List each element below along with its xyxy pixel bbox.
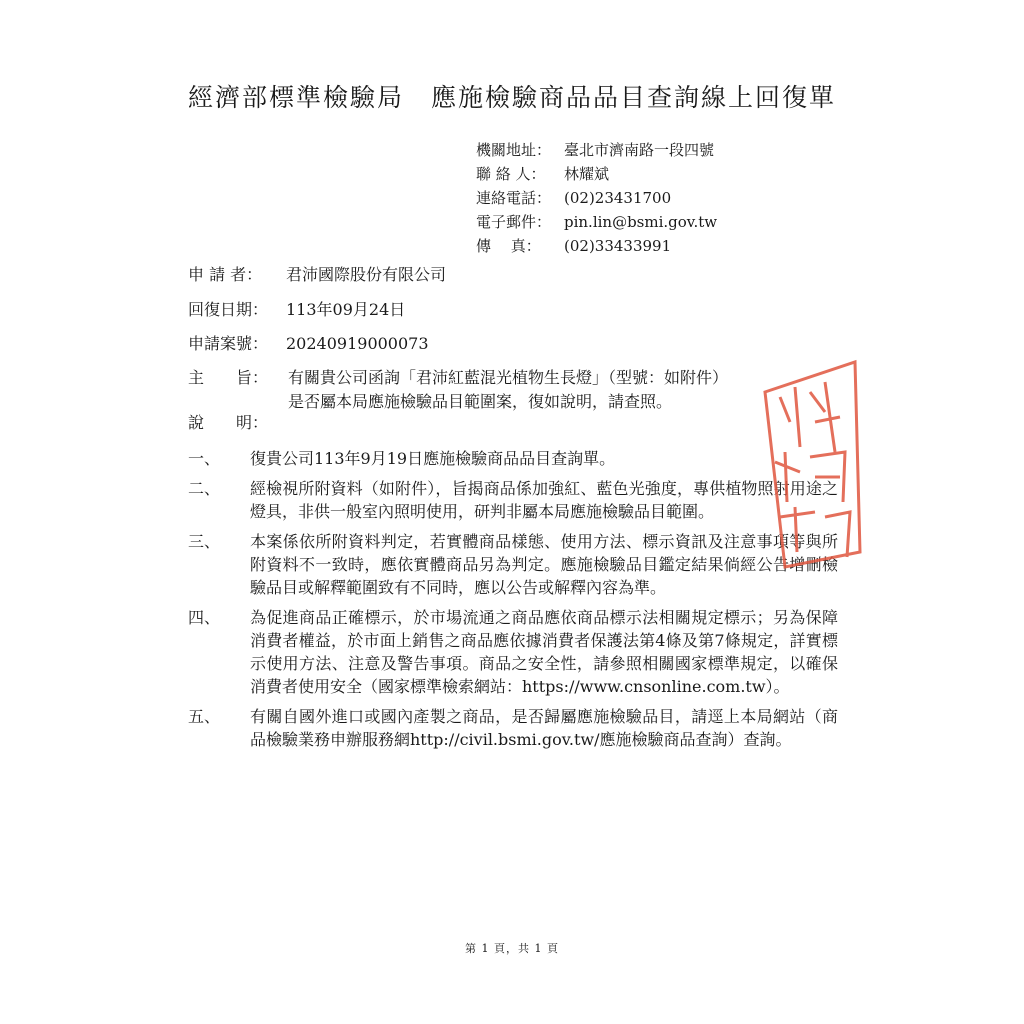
- list-item: [188, 447, 838, 470]
- contact-label: 聯 絡 人：: [476, 165, 546, 183]
- case-number-row: [188, 331, 429, 354]
- reply-date-label: 回復日期：: [188, 300, 269, 319]
- contact-value: (02)23431700: [564, 189, 672, 207]
- contact-value: 林耀斌: [564, 165, 610, 183]
- subject-line-1: 有關貴公司函詢「君沛紅藍混光植物生長燈」（型號：如附件）: [288, 368, 729, 387]
- contact-value: (02)33433991: [564, 237, 672, 255]
- item-number: 三、: [188, 532, 221, 551]
- reply-date-value: 113年09月24日: [286, 300, 406, 319]
- contact-label: 電子郵件：: [476, 213, 552, 231]
- item-text: 本案係依所附資料判定，若實體商品樣態、使用方法、標示資訊及注意事項等與所附資料不一致時，應依實體商品另為判定。應施檢驗品目鑑定結果倘經公告增刪檢驗品目或解釋範圍致有不同時，應以公告或解釋內容為準。: [250, 532, 838, 597]
- item-text: 經檢視所附資料（如附件），旨揭商品係加強紅、藍色光強度，專供植物照射用途之燈具，非供一般室內照明使用，研判非屬本局應施檢驗品目範圍。: [250, 479, 838, 521]
- contact-label: 傳 真：: [476, 237, 541, 255]
- contact-address: [476, 138, 717, 162]
- contact-fax: [476, 234, 717, 258]
- list-item: [188, 705, 838, 751]
- page-footer: 第 1 頁，共 1 頁: [465, 942, 559, 955]
- reply-date-row: [188, 297, 405, 320]
- subject-section: [188, 366, 729, 411]
- list-item: [188, 530, 838, 599]
- case-number-value: 20240919000073: [286, 334, 429, 353]
- applicant-label: 申 請 者：: [188, 265, 263, 284]
- contact-email: [476, 210, 717, 234]
- contact-person: [476, 162, 717, 186]
- item-number: 五、: [188, 707, 221, 726]
- seal-glyph-strokes-2: [775, 452, 845, 502]
- item-text: 有關自國外進口或國內產製之商品，是否歸屬應施檢驗品目，請逕上本局網站（商品檢驗業務申辦服務網http://civil.bsmi.gov.tw/應施檢驗商品查詢）查詢。: [250, 707, 838, 749]
- seal-glyph-strokes-3: [780, 507, 850, 557]
- explanation-list: [188, 447, 838, 758]
- subject-line-2: 是否屬本局應施檢驗品目範圍案，復如說明，請查照。: [288, 392, 673, 411]
- list-item: [188, 606, 838, 698]
- item-text: 復貴公司113年9月19日應施檢驗商品品目查詢單。: [250, 449, 616, 468]
- applicant-row: [188, 262, 446, 285]
- contact-value: 臺北市濟南路一段四號: [564, 141, 715, 159]
- case-number-label: 申請案號：: [188, 334, 269, 353]
- subject-label: 主 旨：: [188, 368, 269, 387]
- item-number: 一、: [188, 449, 221, 468]
- seal-glyph-strokes-1: [780, 382, 840, 452]
- list-item: [188, 477, 838, 523]
- contact-value: pin.lin@bsmi.gov.tw: [564, 213, 718, 231]
- contact-phone: [476, 186, 717, 210]
- item-number: 二、: [188, 479, 221, 498]
- item-number: 四、: [188, 608, 221, 627]
- contact-label: 機關地址：: [476, 141, 552, 159]
- contact-label: 連絡電話：: [476, 189, 552, 207]
- applicant-value: 君沛國際股份有限公司: [286, 265, 447, 284]
- explanation-label: 說 明：: [188, 413, 269, 432]
- official-seal-stamp: [755, 352, 865, 572]
- contact-info: [476, 138, 717, 258]
- item-text: 為促進商品正確標示，於市場流通之商品應依商品標示法相關規定標示；另為保障消費者權益，於市面上銷售之商品應依據消費者保護法第4條及第7條規定，詳實標示使用方法、注意及警告事項。商品之安全性，請參照相關國家標準規定，以確保消費者使用安全（國家標準檢索網站：https://www.cnsonline.com.tw）。: [250, 608, 838, 696]
- document-title: 經濟部標準檢驗局 應施檢驗商品品目查詢線上回復單: [187, 83, 836, 112]
